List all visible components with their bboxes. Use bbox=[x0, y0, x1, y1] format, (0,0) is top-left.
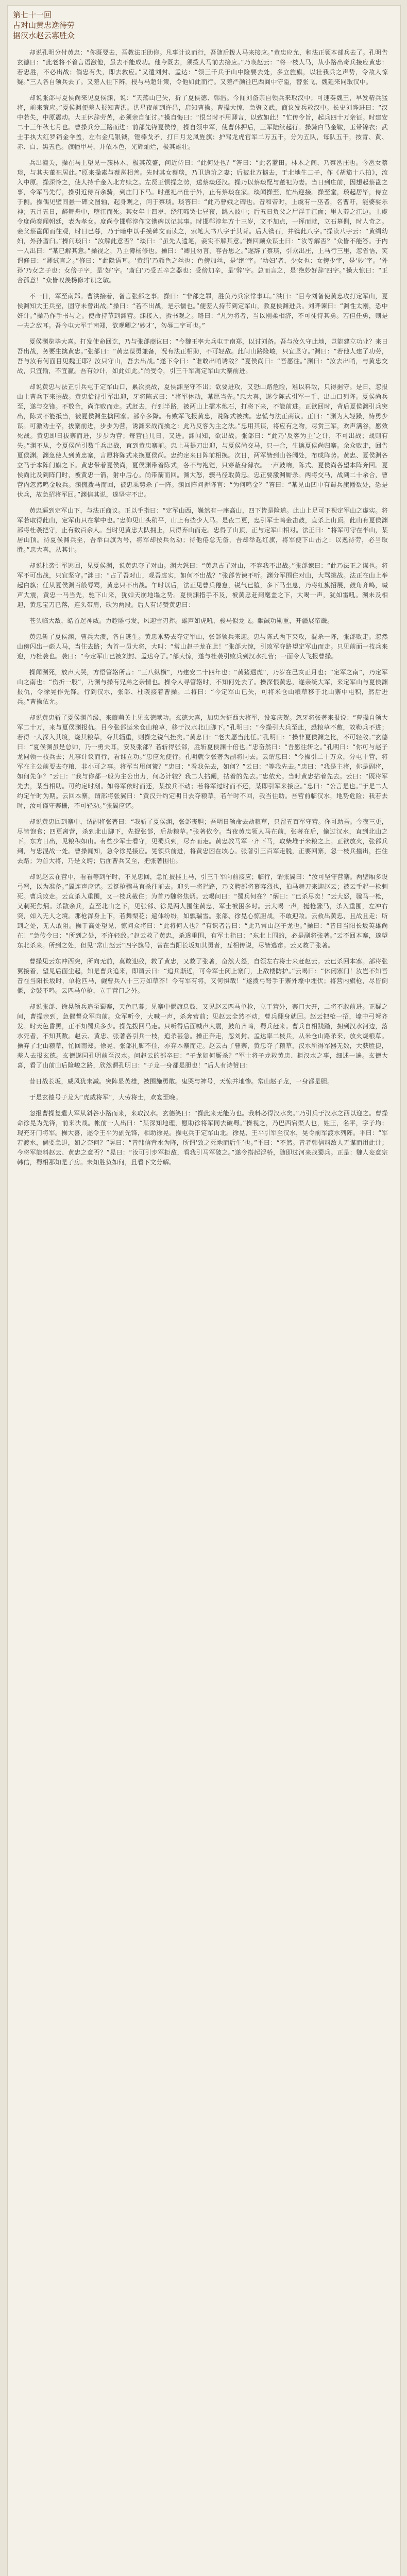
paragraph: 黄忠逼到定军山下，与法正商议。正以手指曰：“定军山西，巍然有一座高山，四下皆是险道。此山上足可下视定军山之虚实。将军若取得此山，定军山只在掌中也。”忠仰见山头稍平，山上有些少人马。是夜二更，忠引军士鸣金击鼓，直杀上山顶。此山有夏侯渊部将杜袭把守，止有数百余人。当时见黄忠大队拥上，只得弃山而走。忠得了山顶，正与定军山相对。法正曰：“将军可守在半山，某居山顶。待夏侯渊兵至，吾举白旗为号，将军却按兵勿动；待他倦怠无备，吾却举起红旗，将军便下山击之：以逸待劳，必当取胜。”忠大喜，从其计。 bbox=[17, 507, 388, 553]
chapter-title-line-1: 占对山黄忠逸待劳 bbox=[13, 21, 75, 30]
chapter-body bbox=[17, 48, 388, 1174]
paragraph: 却说张郃与夏侯尚来见夏侯渊，说：“天荡山已失，折了夏侯德、韩浩。今闻刘备亲自领兵来取汉中；可速奏魏王，早发精兵猛将，前来策应。”夏侯渊便差人报知曹洪。洪星夜前到许昌，启知曹操。曹操大惊，急聚文武，商议发兵救汉中。长史刘晔进曰：“汉中若失，中原震动。大王休辞劳苦，必须亲自征讨。”操自悔曰：“恨当时不用卿言，以致如此！”忙传令旨，起兵四十万亲征。时建安二十三年秋七月也。曹操兵分三路而进：前部先锋夏侯惇，操自领中军，使曹休押后，三军陆续起行。操骑白马金鞍，玉带锦衣；武士手执大红罗销金伞盖，左右金瓜银钺，镫棒戈矛，打日月龙凤旌旗；护驾龙虎官军二万五千，分为五队，每队五千，按青、黄、赤、白、黑五色。旗幡甲马，并依本色，光辉灿烂，极其雄壮。 bbox=[17, 94, 388, 150]
paragraph: 黄忠斩了夏侯渊，曹兵大溃，各自逃生。黄忠乘势去夺定军山，张郃领兵来迎。忠与陈式两下夹攻，混杀一阵，张郃败走。忽然山傍闪出一彪人马，当住去路；为首一员大将，大叫：“常山赵子龙在此！”张郃大惊，引败军夺路望定军山而走。只见前面一枝兵来迎，乃杜袭也。袭曰：“今定军山已被刘封、孟达夺了。”郃大惊，遂与杜袭引败兵到汉水扎营；一面令人飞报曹操。 bbox=[17, 633, 388, 660]
paragraph: 不一日，军至南郑。曹洪接着，备言张郃之事。操曰：“非郃之罪，胜负乃兵家常事耳。”洪曰：“目今刘备使黄忠攻打定军山，夏侯渊知大王兵至，固守未曾出战。”操曰：“若不出战，是示懦也。”便差人持节到定军山，教夏侯渊进兵。刘晔谏曰：“渊性太刚，恐中奸计。”操乃作手书与之。使命持节到渊营。渊接入，拆书观之。略曰：“凡为将者，当以刚柔相济，不可徒恃其勇。若但任勇，则是一夫之敌耳。吾今屯大军于南郑，欲观卿之‘妙才’，勿辱二字可也。” bbox=[17, 293, 388, 329]
paragraph: 夏侯渊览毕大喜。打发使命回讫，乃与张郃商议曰：“今魏王率大兵屯于南郑，以讨刘备。吾与汝久守此地，岂能建立功业？来日吾出战，务要生擒黄忠。”张郃曰：“黄忠谋勇兼备，况有法正相助，不可轻敌。此间山路险峻，只宜坚守。”渊曰：“若他人建了功劳，吾与汝有何面目见魏王耶？汝只守山，吾去出战。”遂下令曰：“谁敢出哨诱敌？”夏侯尚曰：“吾愿往。”渊曰：“汝去出哨，与黄忠交战，只宜输，不宜赢。吾有妙计，如此如此。”尚受令，引三千军离定军山大寨前进。 bbox=[17, 338, 388, 375]
poem: 昔日战长坂，威风犹未减。突阵显英雄，被围施勇敢。鬼哭与神号，天惊并地惨。常山赵子龙，一身都是胆。 bbox=[29, 1078, 334, 1085]
chapter-number: 第七十一回 bbox=[13, 10, 52, 20]
paragraph: 却说赵云在营中，看看等到午时，不见忠回，急忙披挂上马，引三千军向前接应；临行，谓张翼曰：“汝可坚守营寨。两壁厢多设弓弩，以为准备。”翼连声应诺。云挺枪骤马直杀往前去。迎头一将拦路，乃文聘部将慕容烈也，拍马舞刀来迎赵云；被云手起一枪刺死。曹兵败走。云直杀入重围，又一枝兵截住；为首乃魏将焦炳。云喝问曰：“蜀兵何在？”炳曰：“已杀尽矣！”云大怒，骤马一枪，又刺死焦炳。杀散余兵，直至北山之下，见张郃、徐晃两人围住黄忠，军士被困多时。云大喝一声，挺枪骤马，杀入重围，左冲右突，如入无人之境。那枪浑身上下，若舞梨花；遍体纷纷，如飘瑞雪。张郃、徐晃心惊胆战，不敢迎敌。云救出黄忠，且战且走；所到之处，无人敢阻。操于高处望见，惊问众将曰：“此将何人也？”有识者告曰：“此乃常山赵子龙也。”操曰：“昔日当阳长坂英雄尚在！”急传令曰：“所到之处，不许轻敌。”赵云救了黄忠，杀透重围，有军士指曰：“东北上围的，必是副将张著。”云不回本寨，遂望东北杀来。所到之处，但见“常山赵云”四字旗号，曾在当阳长坂知其勇者，互相传说，尽皆逃窜。云又救了张著。 bbox=[17, 873, 388, 949]
paragraph: 却说黄忠与法正引兵屯于定军山口，累次挑战，夏侯渊坚守不出；欲要进攻，又恐山路危险，难以料敌，只得据守。是日，忽报山上曹兵下来搦战。黄忠恰待引军出迎，牙将陈式曰：“将军休动，某愿当先。”忠大喜，遂令陈式引军一千，出山口列阵。夏侯尚兵至，遂与交锋。不数合，尚诈败而走。式赶去，行到半路，被两山上擂木炮石，打将下来，不能前进。正欲回时，背后夏侯渊引兵突出，陈式不能抵当，被夏侯渊生擒回寨。部卒多降。有败军飞报黄忠，说陈式被擒。忠慌与法正商议。正曰：“渊为人轻躁，恃勇少谋。可激劝士卒，拔寨前进，步步为营，诱渊来战而擒之：此乃反客为主之法。”忠用其谋，将应有之物，尽赏三军，欢声满谷，愿效死战。黄忠即日拔寨而进，步步为营；每营住几日，又进。渊闻知，欲出战。张郃曰：“此乃‘反客为主’之计，不可出战；战则有失。”渊不从，令夏侯尚引数千兵出战，直到黄忠寨前。忠上马提刀出迎，与夏侯尚交马，只一合，生擒夏侯尚归寨。余众败走，回告夏侯渊。渊急使人到黄忠寨，言愿将陈式来换夏侯尚。忠约定来日阵前相换。次日，两军皆到山谷阔处，布成阵势。黄忠、夏侯渊各立马于本阵门旗之下。黄忠带着夏侯尚，夏侯渊带着陈式，各不与袍铠，只穿蔽身薄衣。一声鼓响，陈式、夏侯尚各望本阵奔回。夏侯尚比及到阵门时，被黄忠一箭，射中后心。尚带箭而回。渊大怒，骤马径取黄忠。忠正要激渊厮杀。两将交马，战到二十余合，曹营内忽然鸣金收兵。渊慌拨马而回，被忠乘势杀了一阵。渊回阵问押阵官：“为何鸣金？”答曰：“某见山凹中有蜀兵旗幡数处，恐是伏兵，故急招将军回。”渊信其说，遂坚守不出。 bbox=[17, 383, 388, 498]
paragraph: 却说杜袭引军逃回，见夏侯渊，说黄忠夺了对山。渊大怒曰：“黄忠占了对山，不容我不出战。”张郃谏曰：“此乃法正之谋也。将军不可出战，只宜坚守。”渊曰：“占了吾对山，观吾虚实，如何不出战？”张郃苦谏不听。渊分军围住对山，大骂挑战。法正在山上举起白旗；任从夏侯渊百般辱骂，黄忠只不出战。午时以后，法正见曹兵倦怠，锐气已堕，多下马坐息，乃将红旗招展，鼓角齐鸣，喊声大震，黄忠一马当先，驰下山来，犹如天崩地塌之势。夏侯渊措手不及，被黄忠赶到麾盖之下，大喝一声，犹如雷吼。渊未及相迎，黄忠宝刀已落，连头带肩，砍为两段。后人有诗赞黄忠曰： bbox=[17, 562, 388, 608]
poem: 苍头临大敌，皓首逞神威。力趁雕弓发，风迎雪刃挥。雄声如虎吼，骏马似龙飞。献馘功勋重，开疆展帝畿。 bbox=[29, 617, 334, 624]
chapter-title-line-2: 据汉水赵云寡胜众 bbox=[13, 31, 75, 40]
paragraph: 忽报曹操复遣大军从斜谷小路而来，来取汉水。玄德笑曰：“操此来无能为也。我料必得汉水矣。”乃引兵于汉水之西以迎之。曹操命徐晃为先锋，前来决战。帐前一人出曰：“某深知地理，愿助徐将军同去破蜀。”操视之，乃巴西宕渠人也，姓王，名平，字子均；现充牙门将军。操大喜，遂令王平为副先锋，相助徐晃。操屯兵于定军山北。徐晃、王平引军至汉水，晃令前军渡水列阵。平曰：“军若渡水，倘要急退，如之奈何？”晃曰：“昔韩信背水为阵，所谓‘致之死地而后生’也。”平曰：“不然。昔者韩信料敌人无谋而用此计；今将军能料赵云、黄忠之意否？”晃曰：“汝可引步军拒敌，看我引马军破之。”遂令搭起浮桥，随即过河来战蜀兵。正是：魏人妄意宗韩信，蜀相那知是子房。未知胜负如何，且看下文分解。 bbox=[17, 1110, 388, 1166]
chapter-header bbox=[13, 10, 75, 41]
paragraph: 却说孔明分付黄忠：“你既要去，吾教法正助你。凡事计议而行，吾随后拨人马来接应。”黄忠应允，和法正领本部兵去了。孔明告玄德曰：“此老将不着言语激他，虽去不能成功。他今既去，须拨人马前去接应。”乃唤赵云：“将一枝人马，从小路出奇兵接应黄忠：若忠胜，不必出战；倘忠有失，即去救应。”又遣刘封、孟达：“领三千兵于山中险要去处，多立旌旗，以壮我兵之声势，令敌人惊疑。”三人各自领兵去了。又差人往下辨，授与马超计策，令他如此而行。又差严颜往巴西阆中守隘，替张飞、魏延来同取汉中。 bbox=[17, 49, 388, 86]
paragraph: 兵出潼关，操在马上望见一簇林木，极其茂盛，问近侍曰：“此何处也？”答曰：“此名蓝田。林木之间，乃蔡邕庄也。今邕女蔡琰，与其夫董祀居此。”原来操素与蔡邕相善。先时其女蔡琰，乃卫道玠之妻；后被北方掳去，于北地生二子，作《胡笳十八拍》，流入中原。操深怜之，使人持千金入北方赎之。左贤王惧操之势，送蔡琰还汉。操乃以蔡琰配与董祀为妻。当日到庄前，因想起蔡邕之事，令军马先行，操引近侍百余骑，到庄门下马。时董祀出仕于外，止有蔡琰在家。琰闻操至，忙出迎接。操至堂，琰起居毕，侍立于侧。操偶见壁间悬一碑文图轴，起身观之，问于蔡琰。琰答曰：“此乃曹娥之碑也。昔和帝时，上虞有一巫者，名曹旴，能婆娑乐神；五月五日，醉舞舟中，堕江而死。其女年十四岁，绕江啼哭七昼夜，跳入波中；后五日负父之尸浮于江面；里人葬之江边。上虞令度尚奏闻朝廷，表为孝女。度尚令邯郸淳作文镌碑以记其事。时邯郸淳年方十三岁，文不加点，一挥而就，立石墓侧，时人奇之。妾父蔡邕闻而往观，时日已暮，乃于暗中以手摸碑文而读之，索笔大书八字于其背。后人镌石，并镌此八字。”操读八字云：“黄绢幼妇，外孙齑臼。”操问琰曰：“汝解此意否？”琰曰：“虽先人遗笔，妾实不解其意。”操回顾众谋士曰：“汝等解否？”众皆不能答。于内一人出曰：“某已解其意。”操视之，乃主簿杨修也。操曰：“卿且勿言，容吾思之。”遂辞了蔡琰，引众出庄，上马行三里，忽省悟，笑谓修曰：“卿试言之。”修曰：“此隐语耳。‘黄绢’乃颜色之丝也：色傍加丝，是‘绝’字。‘幼妇’者，少女也：女傍少字，是‘妙’字。‘外孙’乃女之子也：女傍子字，是‘好’字。‘齑臼’乃受五辛之器也：受傍加辛，是‘辤’字。总而言之，是‘绝妙好辞’四字。”操大惊曰：“正合孤意！”众皆叹羡杨修才识之敏。 bbox=[17, 159, 388, 284]
paragraph: 于是玄德号子龙为“虎威将军”，大劳将士，欢宴至晚。 bbox=[29, 1094, 182, 1101]
paragraph: 却说黄忠斩了夏侯渊首级，来葭萌关上见玄德献功。玄德大喜，加忠为征西大将军，设宴庆贺。忽牙将张著来报说：“曹操自领大军二十万，来与夏侯渊报仇。目今张郃运米仓山粮草，移于汉水北山脚下。”孔明曰：“今操引大兵至此，恐粮草不敷，故勒兵不进；若得一人深入其境，烧其粮草，夺其辎重，则操之锐气挫矣。”黄忠曰：“老夫愿当此任。”孔明曰：“操非夏侯渊之比，不可轻敌。”玄德曰：“夏侯渊虽是总帅，乃一勇夫耳，安及张郃？若斩得张郃，胜斩夏侯渊十倍也。”忠奋然曰：“吾愿往斩之。”孔明曰：“你可与赵子龙同领一枝兵去；凡事计议而行，看谁立功。”忠应允便行。孔明就令张著为副将同去。云谓忠曰：“今操引二十万众，分屯十营，将军在主公前要去夺粮，非小可之事。将军当用何策？”忠曰：“看我先去，如何？”云曰：“等我先去。”忠曰：“我是主将，你是副将，如何先争？”云曰：“我与你都一般为主公出力，何必计较？我二人拈阄，拈着的先去。”忠依允。当时黄忠拈着先去。云曰：“既将军先去，某当相助。可约定时刻。如将军依时而还，某按兵不动；若将军过时而不还，某即引军来接应。”忠曰：“公言是也。”于是二人约定午时为期。云回本寨，谓部将张翼曰：“黄汉升约定明日去夺粮草，若午时不回，我当往助。吾营前临汉水，地势危险；我若去时，汝可谨守寨栅，不可轻动。”张翼应诺。 bbox=[17, 714, 388, 809]
paragraph: 却说张郃、徐晃领兵追至蜀寨，天色已暮；见寨中偃旗息鼓，又见赵云匹马单枪，立于营外，寨门大开，二将不敢前进。正疑之间，曹操亲到，急催督众军向前。众军听令，大喊一声，杀奔营前；见赵云全然不动，曹兵翻身就回。赵云把枪一招，壕中弓弩齐发。时天色昏黑，正不知蜀兵多少。操先拨回马走。只听得后面喊声大震，鼓角齐鸣，蜀兵赶来。曹兵自相践踏，拥到汉水河边，落水死者，不知其数。赵云、黄忠、张著各引兵一枝，追杀甚急。操正奔走，忽刘封、孟达率二枝兵，从米仓山路杀来，放火烧粮草。操弃了北山粮草，忙回南郑。徐晃、张郃扎脚不住，亦弃本寨而走。赵云占了曹寨，黄忠夺了粮草，汉水所得军器无数，大获胜捷，差人去报玄德。玄德遂同孔明前至汉水。问赵云的部卒曰：“子龙如何厮杀？”军士将子龙救黄忠、拒汉水之事，细述一遍。玄德大喜，看了山前山后险峻之路，欣然谓孔明曰：“子龙一身都是胆也！”后人有诗赞曰： bbox=[17, 1003, 388, 1069]
paragraph: 却说黄忠回到寨中，谓副将张著曰：“我斩了夏侯渊，张郃丧胆；吾明日领命去劫粮草，只留五百军守营。你可助吾。今夜三更，尽皆饱食；四更离营，杀到北山脚下，先捉张郃，后劫粮草。”张著依令。当夜黄忠领人马在前，张著在后，偷过汉水，直到北山之下。东方日出，见粮积如山。有些少军士看守，见蜀兵到，尽弃而走。黄忠教马军一齐下马，取柴堆于米粮之上。正欲放火，张郃兵到，与忠混战一处。曹操闻知，急令徐晃接应。晃领兵前进，将黄忠困在垓心。张著引三百军走脱，正要回寨，忽一枝兵撞出，拦住去路；为首大将，乃是文聘；后面曹兵又至，把张著围住。 bbox=[17, 818, 388, 865]
chapter-page bbox=[7, 5, 401, 2576]
paragraph: 操闻渊死，放声大哭，方悟管辂所言：“三八纵横”，乃建安二十四年也；“黄猪遇虎”，乃岁在己亥正月也；“定军之南”，乃定军山之南也；“伤折一股”，乃渊与操有兄弟之亲情也。操令人寻管辂时，不知何处去了。操深恨黄忠，遂亲统大军，来定军山与夏侯渊报仇，令徐晃作先锋。行到汉水，张郃、杜袭接着曹操。二将曰：“今定军山已失，可将米仓山粮草移于北山寨中屯积，然后进兵。”曹操依允。 bbox=[17, 669, 388, 705]
paragraph: 曹操见云东冲西突，所向无前，莫敢迎敌，救了黄忠，又救了张著，奋然大怒，自领左右将士来赶赵云。云已杀回本寨。部将张翼接着，望见后面尘起，知是曹兵追来，即谓云曰：“追兵渐近，可令军士闭上寨门，上敌楼防护。”云喝曰：“休闭寨门！汝岂不知吾昔在当阳长坂时，单枪匹马，觑曹兵八十三万如草芥！今有军有将，又何惧哉！”遂拨弓弩手于寨外壕中埋伏；将营内旗枪，尽皆倒偃，金鼓不鸣。云匹马单枪，立于营门之外。 bbox=[17, 958, 388, 994]
